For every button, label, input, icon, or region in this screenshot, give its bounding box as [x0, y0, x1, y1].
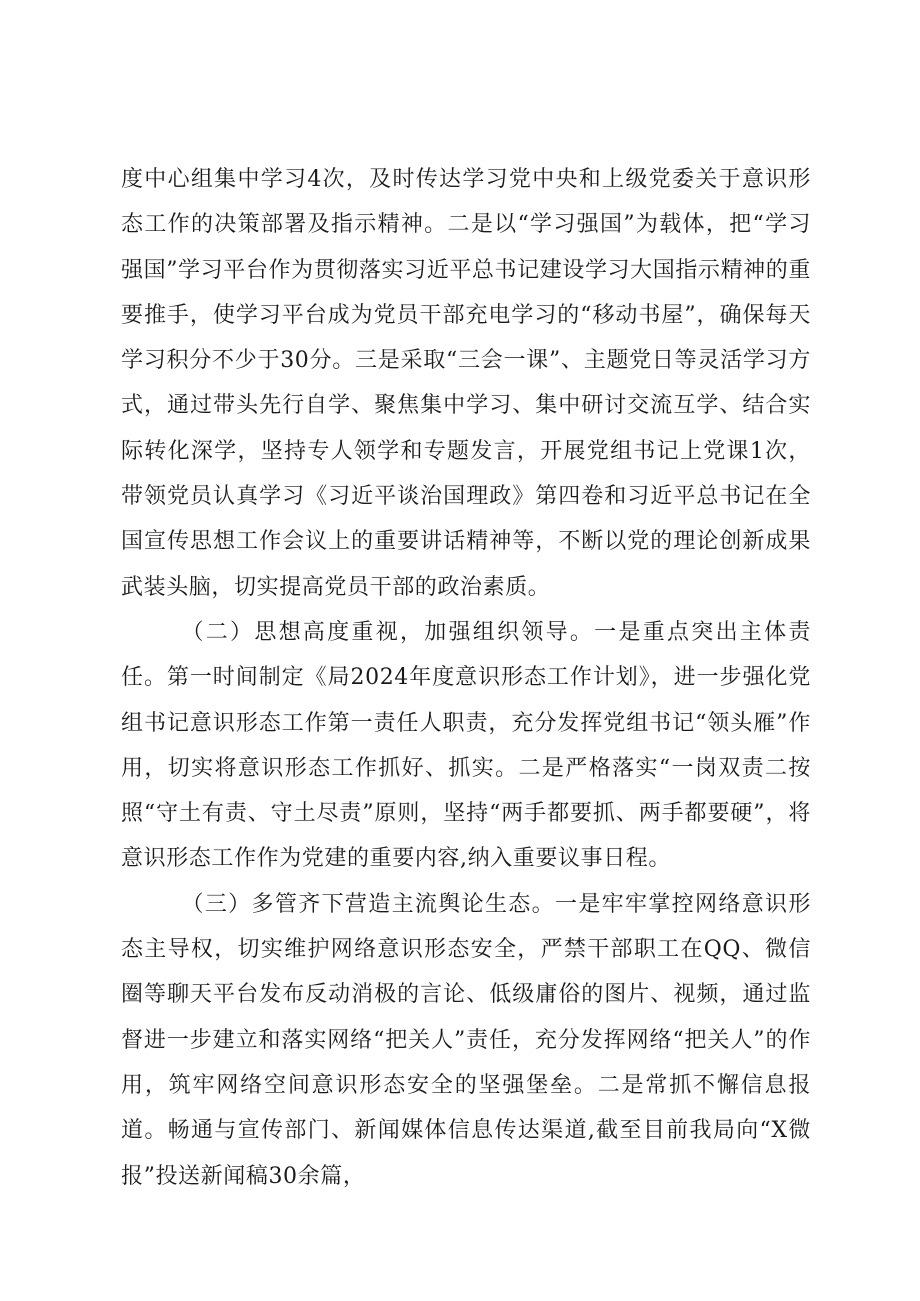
paragraph-section-two: （二）思想高度重视，加强组织领导。一是重点突出主体责任。第一时间制定《局2024年度意识形态工作计划》，进一步强化党组书记意识形态工作第一责任人职责，充分发挥党组书记“领头雁”作用，切实将意识形态工作抓好、抓实。二是严格落实“一岗双责二按照“守土有责、守土尽责”原则，坚持“两手都要抓、两手都要硬”，将意识形态工作作为党建的重要内容,纳入重要议事日程。 — [121, 619, 811, 872]
paragraph-section-three: （三）多管齐下营造主流舆论生态。一是牢牢掌控网络意识形态主导权，切实维护网络意识形态安全，严禁干部职工在QQ、微信圈等聊天平台发布反动消极的言论、低级庸俗的图片、视频，通过监督进一步建立和落实网络“把关人”责任，充分发挥网络“把关人”的作用，筑牢网络空间意识形态安全的坚强堡垒。二是常抓不懈信息报道。畅通与宣传部门、新闻媒体信息传达渠道,截至目前我局向“X微报”投送新闻稿30余篇， — [121, 891, 811, 1189]
document-body — [121, 157, 811, 1199]
paragraph-continuation: 度中心组集中学习4次，及时传达学习党中央和上级党委关于意识形态工作的决策部署及指示精神。二是以“学习强国”为载体，把“学习强国”学习平台作为贯彻落实习近平总书记建设学习大国指示精神的重要推手，使学习平台成为党员干部充电学习的“移动书屋”，确保每天学习积分不少于30分。三是采取“三会一课”、主题党日等灵活学习方式，通过带头先行自学、聚焦集中学习、集中研讨交流互学、结合实际转化深学，坚持专人领学和专题发言，开展党组书记上党课1次，带领党员认真学习《习近平谈治国理政》第四卷和习近平总书记在全国宣传思想工作会议上的重要讲话精神等，不断以党的理论创新成果武装头脑，切实提高党员干部的政治素质。 — [121, 167, 811, 600]
